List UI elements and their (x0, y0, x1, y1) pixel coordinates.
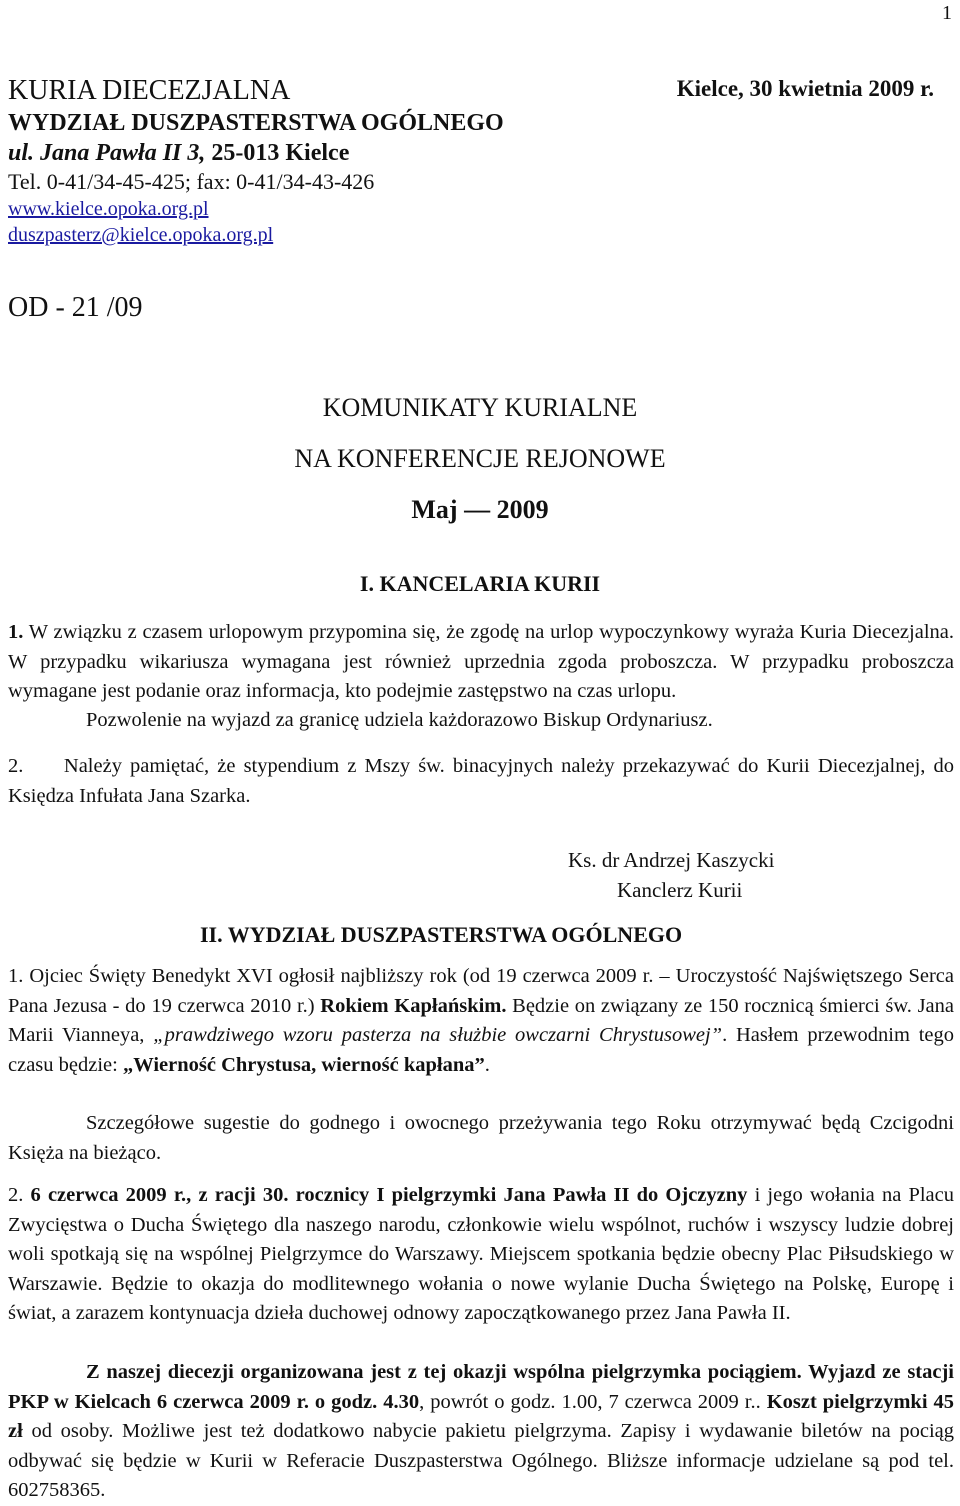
date-emphasis: 6 czerwca 2009 r., z racji 30. (30, 1184, 289, 1206)
address-street: ul. Jana Pawła II 3, (8, 140, 206, 166)
address (8, 138, 504, 168)
anniversary-emphasis: rocznicy I pielgrzymki Jana Pawła II do Ojczyzny (295, 1184, 748, 1206)
pastoral-paragraph-2 (8, 1181, 954, 1329)
signature-name: Ks. dr Andrzej Kaszycki (568, 848, 775, 872)
chancery-paragraph-permission: Pozwolenie na wyjazd za granicę udziela każdorazowo Biskup Ordynariusz. (86, 709, 713, 731)
quote-italic: „prawdziwego wzoru pasterza na służbie owczarni Chrystusowej” (153, 1024, 723, 1046)
chancery-paragraph-1 (8, 618, 954, 707)
motto-emphasis: „Wierność Chrystusa, wierność kapłana” (122, 1053, 485, 1076)
document-date-title: Maj — 2009 (411, 495, 549, 524)
paragraph-text: . (484, 1053, 490, 1076)
department-name: WYDZIAŁ DUSZPASTERSTWA OGÓLNEGO (8, 110, 504, 136)
letter-date: Kielce, 30 kwietnia 2009 r. (676, 76, 934, 101)
website-link[interactable]: www.kielce.opoka.org.pl (8, 198, 209, 220)
chancery-paragraph-2 (8, 752, 954, 811)
paragraph-text: 1. Ojciec Święty Benedykt XVI ogłosił najbliższy rok (od 19 czerwca 2009 r. – Uroczystość Najświętszego Serca Pana Jezusa - do 19 czerwca 2010 r.) (8, 965, 954, 1017)
section-heading-pastoral: II. WYDZIAŁ DUSZPASTERSTWA OGÓLNEGO (200, 922, 683, 947)
priest-year-emphasis: Rokiem Kapłańskim. (320, 994, 507, 1017)
paragraph-text: od osoby. Możliwe jest też dodatkowo nabycie pakietu pielgrzyma. Zapisy i wydawanie biletów na pociąg odbywać się będzie w Kurii w Referacie Duszpasterstwa Ogólnego. Bliższe informacje udzielane są pod tel. 602758365. (8, 1420, 954, 1501)
paragraph-text: Będzie on związany ze 150 rocznicą śmierci św. Jana Marii Vianneya, (8, 994, 955, 1046)
section-heading-chancery: I. KANCELARIA KURII (359, 571, 601, 596)
item-number: 2. (8, 755, 24, 777)
signature-title: Kanclerz Kurii (617, 878, 743, 902)
org-name: KURIA DIECEZJALNA (8, 75, 291, 106)
paragraph-text: Należy pamiętać, że stypendium z Mszy św. binacyjnych należy przekazywać do Kurii Diecezjalnej, do Księdza Infułata Jana Szarka. (8, 755, 954, 807)
item-number: 1. (8, 621, 24, 643)
reference-number: OD - 21 /09 (8, 292, 143, 323)
phone-fax: Tel. 0-41/34-45-425; fax: 0-41/34-43-426 (8, 169, 375, 194)
page-number: 1 (942, 2, 952, 24)
paragraph-text: i jego wołania na Placu Zwycięstwa o Ducha Świętego dla naszego narodu, członkowie wielu wspólnot, ruchów i wszyscy ludzie dobrej woli spotkają się na wspólnej Pielgrzymce do Warszawy. Miejscem spotkania będzie obecny Plac Piłsudskiego w Warszawie. Będzie to okazja do modlitewnego wołania o nowe wylanie Ducha Świętego na Polskę, Europę i świat, a zarazem kontynuacja dzieła duchowej odnowy zapoczątkowanego przez Jana Pawła II. (8, 1184, 954, 1324)
document-subtitle: NA KONFERENCJE REJONOWE (294, 444, 666, 473)
cost-emphasis: Koszt pielgrzymki 45 zł (8, 1390, 955, 1442)
letterhead (8, 74, 504, 248)
paragraph-text: , powrót o godz. 1.00, 7 czerwca 2009 r.. (419, 1390, 767, 1413)
document-title: KOMUNIKATY KURIALNE (322, 393, 638, 422)
pastoral-paragraph-pilgrimage (8, 1358, 954, 1506)
paragraph-text: . Hasłem przewodnim tego czasu będzie: (8, 1024, 954, 1076)
address-city: 25-013 Kielce (205, 140, 350, 166)
pastoral-paragraph-1 (8, 962, 954, 1080)
pilgrimage-emphasis: Z naszej diecezji organizowana jest z tej okazji wspólna pielgrzymka pociągiem. Wyjazd ze stacji PKP w Kielcach 6 czerwca 2009 r. o godz. 4.30 (8, 1361, 954, 1413)
paragraph-text (288, 1184, 295, 1206)
paragraph-text: W związku z czasem urlopowym przypomina się, że zgodę na urlop wypoczynkowy wyraża Kuria Diecezjalna. W przypadku wikariusza wymagana jest również uprzednia zgoda proboszcza. W przypadku proboszcza wymagane jest podanie oraz informacja, kto podejmie zastępstwo na czas urlopu. (8, 621, 954, 702)
email-link[interactable]: duszpasterz@kielce.opoka.org.pl (8, 224, 274, 246)
paragraph-text: 2. (8, 1184, 31, 1206)
pastoral-paragraph-suggestions: Szczegółowe sugestie do godnego i owocnego przeżywania tego Roku otrzymywać będą Czcigodni Księża na bieżąco. (8, 1112, 954, 1164)
